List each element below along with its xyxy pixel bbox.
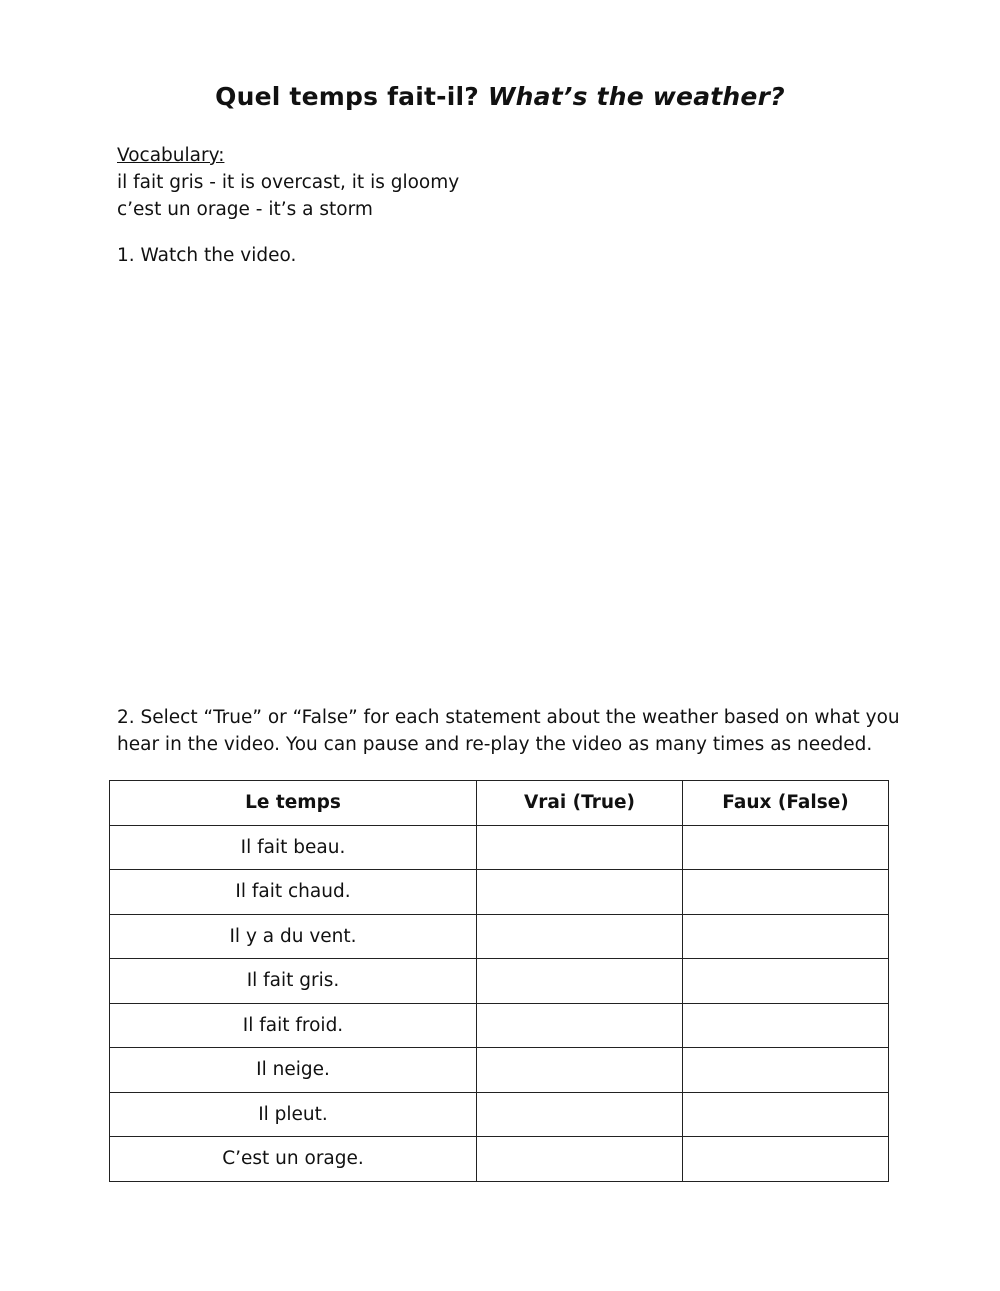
table-row [110, 914, 889, 959]
vocabulary-heading: Vocabulary: [117, 145, 225, 166]
page-title [0, 82, 1000, 111]
vrai-answer-cell[interactable] [477, 1048, 683, 1093]
vrai-answer-cell[interactable] [477, 914, 683, 959]
faux-answer-cell[interactable] [683, 1092, 889, 1137]
vrai-answer-cell[interactable] [477, 870, 683, 915]
statement-cell: Il fait froid. [110, 1003, 477, 1048]
instruction-true-false: 2. Select “True” or “False” for each statement about the weather based on what you hear in the video. You can pause and re-play the video as many times as needed. [117, 707, 900, 755]
vrai-answer-cell[interactable] [477, 1137, 683, 1182]
statement-cell: C’est un orage. [110, 1137, 477, 1182]
faux-answer-cell[interactable] [683, 870, 889, 915]
faux-answer-cell[interactable] [683, 914, 889, 959]
vocabulary-line: il fait gris - it is overcast, it is gloomy [117, 172, 460, 193]
statement-cell: Il fait gris. [110, 959, 477, 1004]
faux-answer-cell[interactable] [683, 1003, 889, 1048]
table-row [110, 959, 889, 1004]
vrai-answer-cell[interactable] [477, 959, 683, 1004]
header-faux: Faux (False) [683, 781, 889, 826]
vocabulary-section [117, 142, 459, 223]
vrai-answer-cell[interactable] [477, 1003, 683, 1048]
table-row [110, 1003, 889, 1048]
title-french: Quel temps fait-il? [215, 82, 479, 111]
header-vrai: Vrai (True) [477, 781, 683, 826]
table-row [110, 825, 889, 870]
instruction-watch-video: 1. Watch the video. [117, 245, 297, 266]
faux-answer-cell[interactable] [683, 1137, 889, 1182]
weather-true-false-table [109, 780, 889, 1182]
vrai-answer-cell[interactable] [477, 1092, 683, 1137]
statement-cell: Il neige. [110, 1048, 477, 1093]
faux-answer-cell[interactable] [683, 959, 889, 1004]
header-le-temps: Le temps [110, 781, 477, 826]
table-row [110, 870, 889, 915]
table-row [110, 1137, 889, 1182]
vrai-answer-cell[interactable] [477, 825, 683, 870]
statement-cell: Il fait beau. [110, 825, 477, 870]
statement-cell: Il y a du vent. [110, 914, 477, 959]
table-header-row [110, 781, 889, 826]
faux-answer-cell[interactable] [683, 825, 889, 870]
statement-cell: Il fait chaud. [110, 870, 477, 915]
statement-cell: Il pleut. [110, 1092, 477, 1137]
table-row [110, 1092, 889, 1137]
faux-answer-cell[interactable] [683, 1048, 889, 1093]
title-english: What’s the weather? [487, 82, 785, 111]
table-row [110, 1048, 889, 1093]
vocabulary-line: c’est un orage - it’s a storm [117, 199, 373, 220]
